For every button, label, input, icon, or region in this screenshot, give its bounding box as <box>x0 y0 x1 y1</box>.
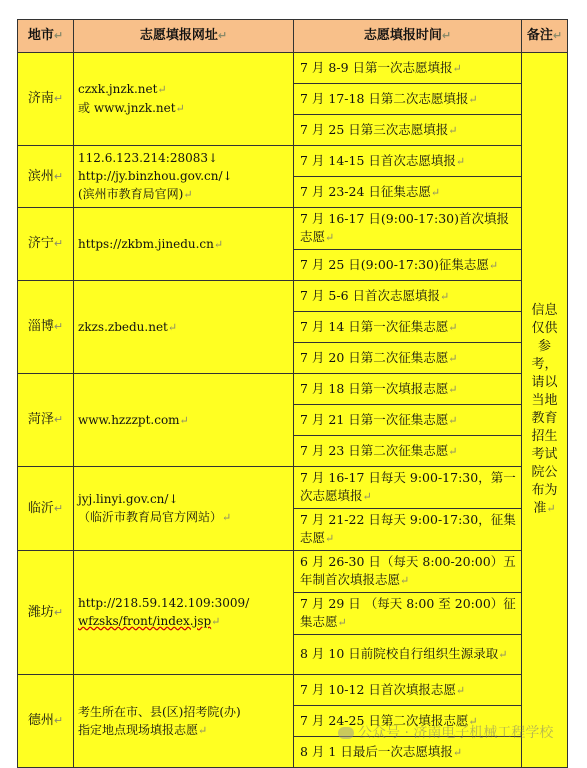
city-cell: 济南↵ <box>18 53 74 146</box>
time-cell: 7 月 21 日第一次征集志愿↵ <box>294 405 522 436</box>
city-cell: 济宁↵ <box>18 208 74 281</box>
time-cell: 7 月 16-17 日每天 9:00-17:30，第一次志愿填报↵ <box>294 467 522 509</box>
header-note: 备注↵ <box>522 20 568 53</box>
admission-schedule-table <box>17 19 568 768</box>
header-row <box>18 20 568 53</box>
time-cell: 7 月 14-15 日首次志愿填报↵ <box>294 146 522 177</box>
time-cell: 7 月 18 日第一次填报志愿↵ <box>294 374 522 405</box>
time-cell: 7 月 8-9 日第一次志愿填报↵ <box>294 53 522 84</box>
time-cell: 7 月 5-6 日首次志愿填报↵ <box>294 281 522 312</box>
table-row <box>18 467 568 509</box>
time-cell: 7 月 21-22 日每天 9:00-17:30，征集志愿↵ <box>294 509 522 551</box>
time-cell: 7 月 25 日(9:00-17:30)征集志愿↵ <box>294 250 522 281</box>
note-cell: 信息仅供参考，请以当地教育招生考试院公布为准↵ <box>522 53 568 768</box>
time-cell: 8 月 1 日最后一次志愿填报↵ <box>294 737 522 768</box>
city-cell: 滨州↵ <box>18 146 74 208</box>
url-cell: jyj.linyi.gov.cn/↓ （临沂市教育局官方网站）↵ <box>74 467 294 551</box>
url-cell: www.hzzzpt.com↵ <box>74 374 294 467</box>
table-row <box>18 208 568 250</box>
time-cell: 7 月 24-25 日第二次填报志愿↵ <box>294 706 522 737</box>
time-cell: 7 月 25 日第三次志愿填报↵ <box>294 115 522 146</box>
table-row <box>18 53 568 84</box>
time-cell: 8 月 10 日前院校自行组织生源录取↵ <box>294 635 522 675</box>
url-cell: http://218.59.142.109:3009/ wfzsks/front/index.jsp↵ <box>74 551 294 675</box>
time-cell: 7 月 16-17 日(9:00-17:30)首次填报志愿↵ <box>294 208 522 250</box>
city-cell: 淄博↵ <box>18 281 74 374</box>
time-cell: 7 月 29 日 （每天 8:00 至 20:00）征集志愿↵ <box>294 593 522 635</box>
city-cell: 潍坊↵ <box>18 551 74 675</box>
time-cell: 7 月 14 日第一次征集志愿↵ <box>294 312 522 343</box>
url-cell: zkzs.zbedu.net↵ <box>74 281 294 374</box>
url-cell: 考生所在市、县(区)招考院(办) 指定地点现场填报志愿↵ <box>74 675 294 768</box>
time-cell: 7 月 23-24 日征集志愿↵ <box>294 177 522 208</box>
city-cell: 临沂↵ <box>18 467 74 551</box>
table-row <box>18 551 568 593</box>
url-cell: https://zkbm.jinedu.cn↵ <box>74 208 294 281</box>
city-cell: 菏泽↵ <box>18 374 74 467</box>
header-city: 地市↵ <box>18 20 74 53</box>
time-cell: 7 月 20 日第二次征集志愿↵ <box>294 343 522 374</box>
table-row <box>18 281 568 312</box>
header-url: 志愿填报网址↵ <box>74 20 294 53</box>
time-cell: 7 月 17-18 日第二次志愿填报↵ <box>294 84 522 115</box>
time-cell: 7 月 23 日第二次征集志愿↵ <box>294 436 522 467</box>
time-cell: 6 月 26-30 日（每天 8:00-20:00）五年制首次填报志愿↵ <box>294 551 522 593</box>
table-row <box>18 675 568 706</box>
table-row <box>18 146 568 177</box>
watermark: 公众号 · 济南电子机械工程学校 <box>338 722 553 742</box>
table-row <box>18 374 568 405</box>
time-cell: 7 月 10-12 日首次填报志愿↵ <box>294 675 522 706</box>
wechat-icon <box>338 727 354 739</box>
url-cell: czxk.jnzk.net↵ 或 www.jnzk.net↵ <box>74 53 294 146</box>
url-cell: 112.6.123.214:28083↓ http://jy.binzhou.gov.cn/↓ (滨州市教育局官网)↵ <box>74 146 294 208</box>
header-time: 志愿填报时间↵ <box>294 20 522 53</box>
city-cell: 德州↵ <box>18 675 74 768</box>
